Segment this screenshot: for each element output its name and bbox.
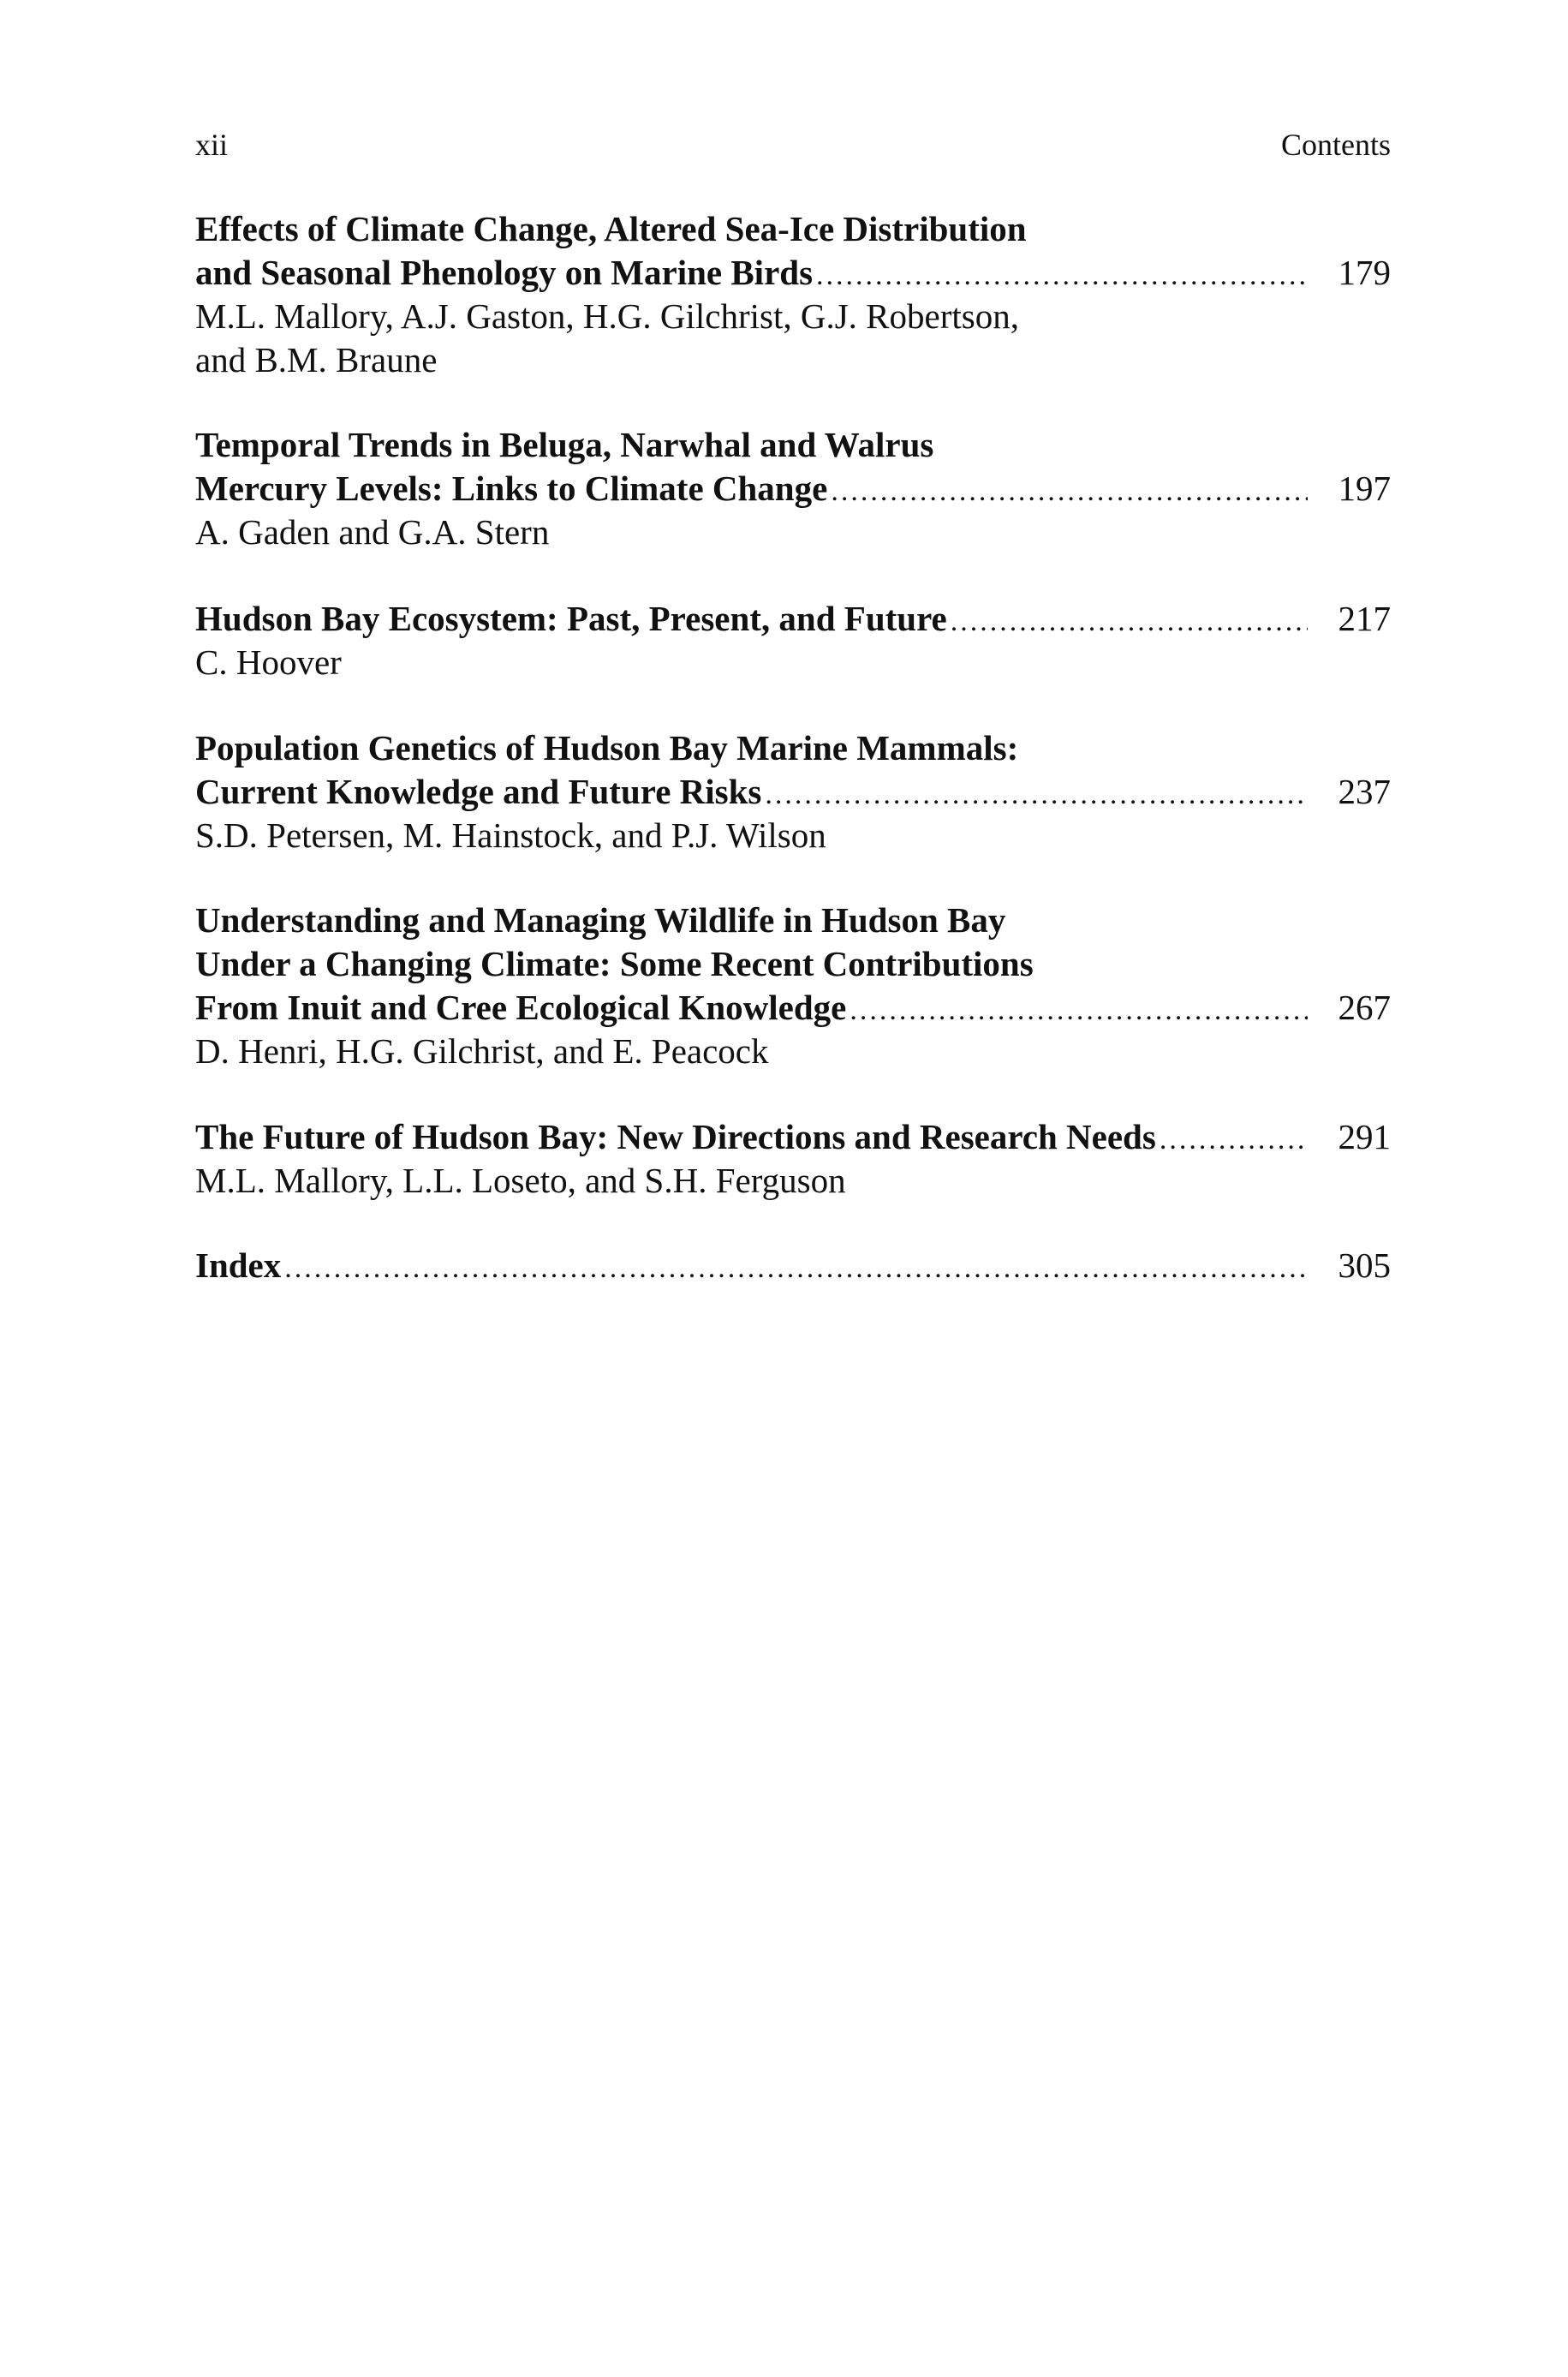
entry-authors-line: C. Hoover (195, 642, 342, 682)
entry-title-leader-line (195, 986, 1391, 1030)
entry-page-number: 291 (1338, 1117, 1391, 1156)
entry-title-leader-line (195, 467, 1391, 511)
entry-title-line: Hudson Bay Ecosystem: Past, Present, and Future (195, 599, 947, 638)
dot-leader (765, 773, 1307, 816)
toc-entry[interactable] (195, 423, 1391, 554)
dot-leader (1160, 1118, 1308, 1162)
entry-page-number: 179 (1338, 253, 1391, 292)
toc-entry[interactable] (195, 1115, 1391, 1203)
dot-leader (816, 254, 1307, 297)
toc-entry[interactable] (195, 726, 1391, 857)
entry-title-line: Understanding and Managing Wildlife in Hudson Bay (195, 900, 1006, 940)
toc-entry[interactable] (195, 597, 1391, 684)
dot-leader (831, 469, 1307, 513)
entry-authors-line: and B.M. Braune (195, 340, 438, 379)
entry-title-line: The Future of Hudson Bay: New Directions and Research Needs (195, 1117, 1156, 1156)
entry-authors-line: A. Gaden and G.A. Stern (195, 512, 550, 552)
entry-title-line: Index (195, 1245, 282, 1285)
entry-page-number: 305 (1338, 1245, 1391, 1285)
entry-authors-line: M.L. Mallory, A.J. Gaston, H.G. Gilchrist, G.J. Robertson, (195, 296, 1019, 336)
entry-page-number: 267 (1338, 988, 1391, 1027)
dot-leader (951, 600, 1308, 643)
running-head-title: Contents (1280, 128, 1391, 162)
entry-title-line: and Seasonal Phenology on Marine Birds (195, 253, 814, 292)
dot-leader (284, 1246, 1307, 1290)
entry-title-line: Population Genetics of Hudson Bay Marine Mammals: (195, 728, 1019, 767)
entry-authors-line: M.L. Mallory, L.L. Loseto, and S.H. Ferguson (195, 1161, 846, 1200)
entry-title-line: Under a Changing Climate: Some Recent Contributions (195, 944, 1034, 983)
entry-title-leader-line (195, 1115, 1391, 1159)
entry-page-number: 237 (1338, 772, 1391, 811)
entry-title-line: From Inuit and Cree Ecological Knowledge (195, 988, 847, 1027)
toc-entry[interactable] (195, 1244, 1391, 1287)
entry-title-leader-line (195, 1244, 1391, 1287)
entry-title-line: Effects of Climate Change, Altered Sea-Ice Distribution (195, 209, 1027, 248)
running-head (195, 127, 1391, 164)
entry-title-line: Mercury Levels: Links to Climate Change (195, 469, 828, 508)
entry-title-line: Temporal Trends in Beluga, Narwhal and Walrus (195, 425, 934, 464)
entry-authors-line: S.D. Petersen, M. Hainstock, and P.J. Wilson (195, 815, 826, 855)
toc-page (195, 0, 1391, 2377)
entry-title-leader-line (195, 251, 1391, 295)
entry-title-leader-line (195, 770, 1391, 814)
toc-entry[interactable] (195, 899, 1391, 1073)
entry-authors-line: D. Henri, H.G. Gilchrist, and E. Peacock (195, 1031, 769, 1071)
entry-title-leader-line (195, 597, 1391, 641)
dot-leader (850, 988, 1307, 1032)
toc-entry[interactable] (195, 207, 1391, 382)
page-folio: xii (195, 128, 229, 162)
entry-page-number: 217 (1338, 599, 1391, 638)
entry-page-number: 197 (1338, 469, 1391, 508)
entry-title-line: Current Knowledge and Future Risks (195, 772, 762, 811)
